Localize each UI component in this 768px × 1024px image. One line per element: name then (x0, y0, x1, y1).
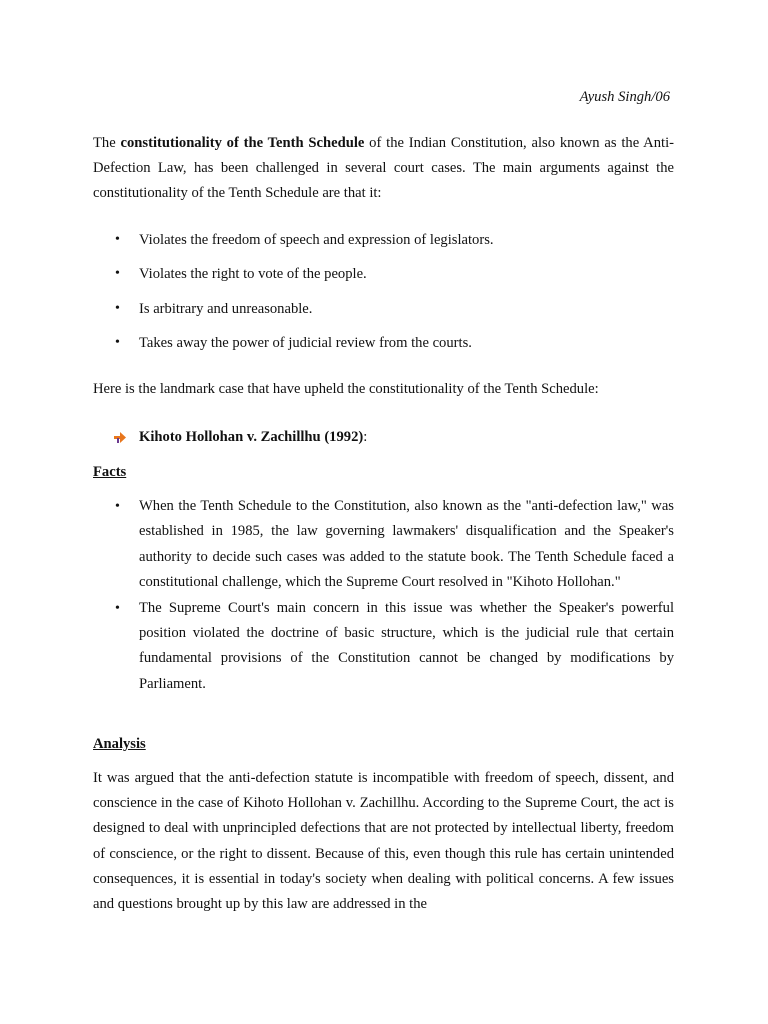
arguments-list (93, 229, 674, 366)
intro-rest: of the Indian Constitution, also known as the Anti-Defection Law, has been challenged in several court cases. The main arguments against the constitutionality of the Tenth Schedule are that it: (93, 135, 674, 202)
case-title: Kihoto Hollohan v. Zachillhu (1992) (139, 429, 364, 445)
list-item (93, 332, 674, 366)
argument-text: Violates the right to vote of the people. (139, 266, 367, 283)
argument-text: Takes away the power of judicial review from the courts. (139, 334, 472, 351)
fact-text: When the Tenth Schedule to the Constitution, also known as the "anti-defection law," was established in 1985, the law governing lawmakers' disqualification and the Speaker's authority to decide such cases was added to the statute book. The Tenth Schedule faced a constitutional challenge, which the Supreme Court resolved in "Kihoto Hollohan." (139, 498, 674, 591)
intro-lead: The (93, 135, 121, 151)
bullet-icon: • (115, 600, 120, 616)
list-item (93, 229, 674, 263)
analysis-paragraph: It was argued that the anti-defection statute is incompatible with freedom of speech, dissent, and conscience in the case of Kihoto Hollohan v. Zachillhu. According to the Supreme Court, the act is designed to deal with unprincipled defections that are not protected by intellectual liberty, freedom of conscience, or the right to dissent. Because of this, even though this rule has certain unintended consequences, it is essential in today's society when dealing with political concerns. A few issues and questions brought up by this law are addressed in the (93, 770, 674, 913)
bullet-icon: • (115, 334, 120, 350)
list-item (93, 263, 674, 297)
facts-list (93, 494, 674, 697)
argument-text: Violates the freedom of speech and expression of legislators. (139, 232, 494, 248)
list-item (93, 494, 674, 596)
facts-heading: Facts (93, 464, 127, 480)
landmark-text: Here is the landmark case that have upheld the constitutionality of the Tenth Schedule: (93, 381, 599, 397)
bullet-icon: • (115, 499, 120, 514)
case-suffix: : (363, 429, 368, 445)
bullet-icon: • (115, 300, 120, 316)
author-name: Ayush Singh/06 (579, 89, 670, 105)
case-item (93, 426, 674, 448)
list-item (93, 596, 674, 698)
bullet-icon: • (115, 232, 120, 247)
intro-bold-phrase: constitutionality of the Tenth Schedule (120, 135, 365, 151)
argument-text: Is arbitrary and unreasonable. (139, 300, 313, 317)
fact-text: The Supreme Court's main concern in this issue was whether the Speaker's powerful position violated the doctrine of basic structure, which is the judicial rule that certain fundamental provisions of the Constitution cannot be changed by modifications by Parliament. (139, 599, 674, 692)
analysis-heading: Analysis (93, 736, 146, 752)
bullet-icon: • (115, 266, 120, 282)
list-item (93, 298, 674, 332)
arrow-icon (114, 432, 126, 443)
intro-paragraph (93, 131, 674, 207)
document-page (93, 0, 674, 1024)
